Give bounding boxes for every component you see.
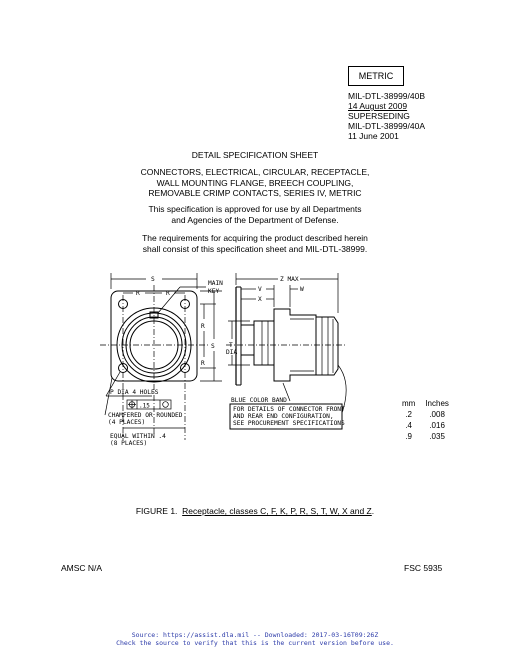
sheet-title: [0, 150, 510, 161]
chamfer-label-2: (4 PLACES): [108, 419, 146, 426]
approval-line-2: and Agencies of the Department of Defense.: [171, 214, 339, 225]
superseding-label: SUPERSEDING: [348, 111, 410, 121]
source-line-2: Check the source to verify that this is the current version before use.: [116, 639, 394, 647]
caption-text: Receptacle, classes C, F, K, P, R, S, T, W, X and Z: [182, 506, 372, 516]
dim-r-left: R: [136, 290, 140, 297]
title-line-1: CONNECTORS, ELECTRICAL, CIRCULAR, RECEPTACLE,: [140, 167, 370, 177]
dim-s-top: S: [151, 276, 155, 283]
approval-line-1: This specification is approved for use by all Departments: [148, 204, 362, 214]
dim-v: V: [258, 286, 262, 293]
requirements-line-1: The requirements for acquiring the product described herein: [142, 233, 368, 243]
doc-date: 14 August 2009: [348, 101, 408, 111]
units-cell-mm: .2: [405, 410, 412, 419]
dim-r-right: R: [166, 290, 170, 297]
table-row: [398, 420, 455, 431]
dim-r-side-2: R: [201, 360, 205, 367]
requirements-line-2: shall consist of this specification sheet and MIL-DTL-38999.: [142, 243, 368, 254]
caption-prefix: FIGURE 1.: [135, 506, 178, 516]
caption-suffix: .: [371, 506, 375, 516]
requirements-statement: [0, 233, 510, 254]
title-line-3: REMOVABLE CRIMP CONTACTS, SERIES IV, METRIC: [148, 188, 362, 198]
dim-s-side: S: [211, 343, 215, 350]
p-dia-label: P DIA 4 HOLES: [110, 389, 159, 396]
superseded-number: MIL-DTL-38999/40A: [348, 121, 426, 131]
approval-statement: [0, 204, 510, 225]
chamfer-label-1: CHAMFERED OR ROUNDED: [108, 412, 183, 419]
tolerance-value: .15: [139, 402, 150, 410]
note-line-3: SEE PROCUREMENT SPECIFICATIONS: [233, 420, 345, 427]
equal-within-label-1: EQUAL WITHIN .4: [110, 433, 166, 440]
document-identification: [348, 91, 425, 141]
units-cell-inches: .016: [429, 421, 445, 430]
dim-t-dia-1: T: [229, 342, 233, 349]
dim-r-side-1: R: [201, 323, 205, 330]
dim-x: X: [258, 296, 262, 303]
note-line-2: AND REAR END CONFIGURATION,: [233, 413, 334, 420]
figure-caption: [0, 506, 510, 516]
document-title: [0, 167, 510, 199]
footer-fsc: FSC 5935: [404, 563, 443, 573]
coupling-body: [254, 321, 274, 365]
mmc-icon: [163, 402, 169, 408]
source-line-1[interactable]: Source: https://assist.dla.mil -- Downloaded: 2017-03-16T09:26Z: [131, 631, 379, 639]
equal-within-label-2: (8 PLACES): [110, 440, 148, 447]
dim-z-max: Z MAX: [280, 276, 299, 283]
superseded-date: 11 June 2001: [348, 131, 399, 141]
table-row: [398, 431, 455, 442]
dim-t-dia-2: DIA: [226, 349, 238, 356]
table-row: [398, 409, 455, 420]
metric-label-box: [348, 66, 404, 86]
units-cell-inches: .008: [429, 410, 445, 419]
units-cell-mm: .4: [405, 421, 412, 430]
units-header-inches: Inches: [425, 399, 449, 408]
source-notice: [0, 631, 510, 647]
title-line-2: WALL MOUNTING FLANGE, BREECH COUPLING,: [156, 177, 354, 188]
units-cell-mm: .9: [405, 432, 412, 441]
dim-w: W: [300, 286, 304, 293]
footer-amsc: AMSC N/A: [61, 563, 103, 573]
note-line-1: FOR DETAILS OF CONNECTOR FRONT: [233, 406, 345, 413]
front-shell: [316, 317, 338, 375]
metric-label: METRIC: [358, 71, 394, 81]
blue-band-label: BLUE COLOR BAND: [231, 397, 287, 404]
main-key-label-2: KEY: [208, 288, 220, 295]
units-cell-inches: .035: [429, 432, 445, 441]
rear-shell: [241, 325, 254, 355]
main-key-label-1: MAIN: [208, 280, 223, 287]
sheet-title-text: DETAIL SPECIFICATION SHEET: [191, 150, 319, 160]
doc-number: MIL-DTL-38999/40B: [348, 91, 426, 101]
units-table: [398, 398, 455, 442]
units-header-mm: mm: [402, 399, 416, 408]
